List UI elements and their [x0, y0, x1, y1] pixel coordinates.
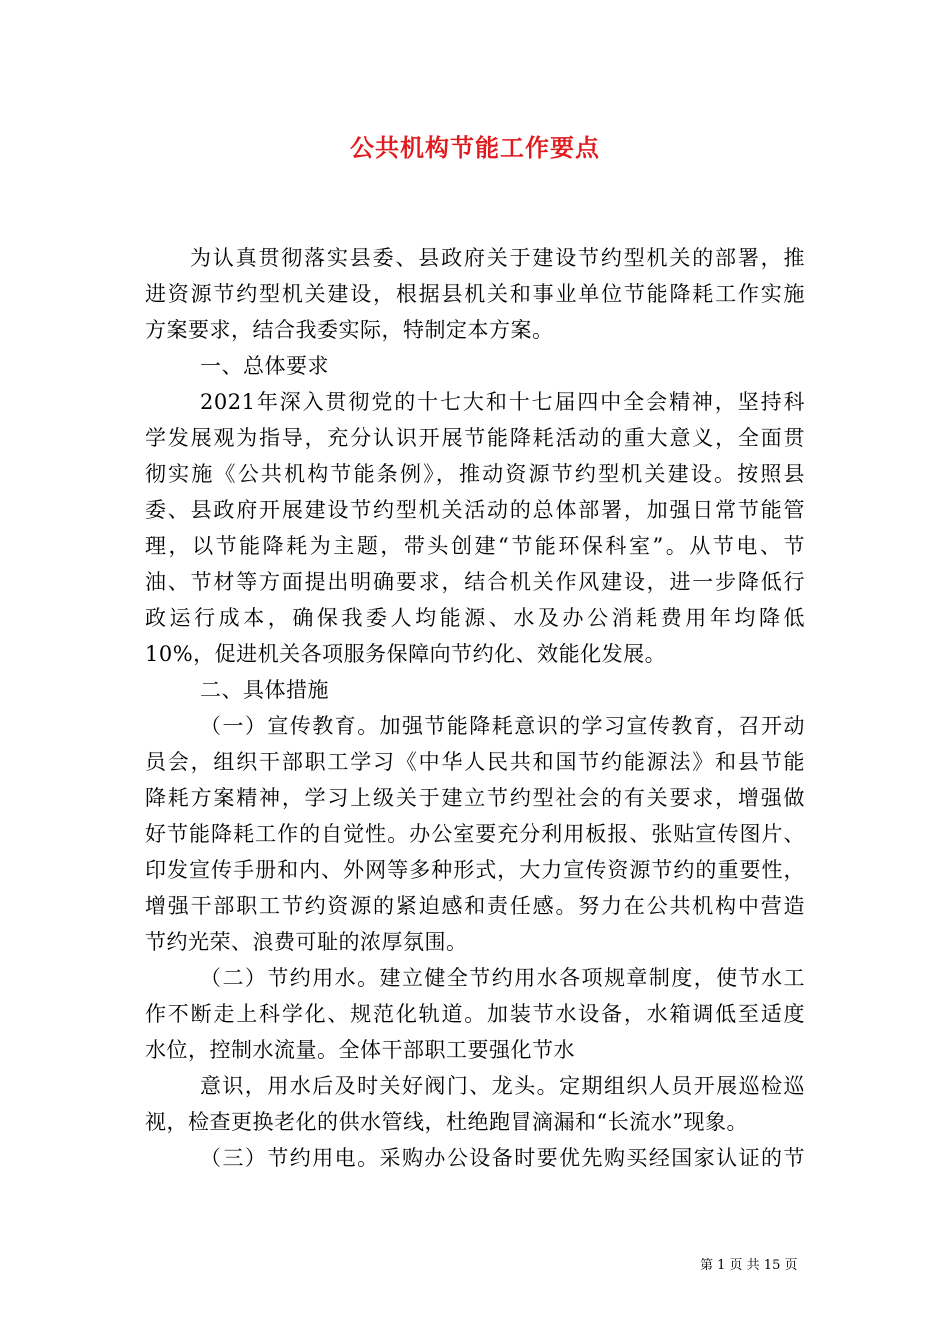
text-line: 油、节材等方面提出明确要求，结合机关作风建设，进一步降低行 — [145, 570, 805, 594]
text-line: 为认真贯彻落实县委、县政府关于建设节约型机关的部署，推 — [190, 246, 805, 270]
text-line: 彻实施《公共机构节能条例》，推动资源节约型机关建设。按照县 — [145, 462, 805, 486]
text-line: 降耗方案精神，学习上级关于建立节约型社会的有关要求，增强做 — [145, 786, 805, 810]
text-line: 水位，控制水流量。全体干部职工要强化节水 — [145, 1038, 575, 1062]
text-line: 印发宣传手册和内、外网等多种形式，大力宣传资源节约的重要性， — [145, 858, 805, 882]
text-line: 作不断走上科学化、规范化轨道。加装节水设备，水箱调低至适度 — [145, 1002, 805, 1026]
text-line: （一）宣传教育。加强节能降耗意识的学习宣传教育，召开动 — [200, 714, 805, 738]
text-line: 节约光荣、浪费可耻的浓厚氛围。 — [145, 930, 468, 954]
text-line: （三）节约用电。采购办公设备时要优先购买经国家认证的节 — [200, 1146, 805, 1170]
text-line: 增强干部职工节约资源的紧迫感和责任感。努力在公共机构中营造 — [145, 894, 805, 918]
text-line: （二）节约用水。建立健全节约用水各项规章制度，使节水工 — [200, 966, 805, 990]
text-line: 10%，促进机关各项服务保障向节约化、效能化发展。 — [145, 642, 667, 666]
text-line: 理，以节能降耗为主题，带头创建“节能环保科室”。从节电、节 — [145, 534, 805, 558]
text-line: 一、总体要求 — [200, 354, 329, 378]
text-line: 方案要求，结合我委实际，特制定本方案。 — [145, 318, 554, 342]
document-title: 公共机构节能工作要点 — [350, 133, 600, 162]
text-line: 意识，用水后及时关好阀门、龙头。定期组织人员开展巡检巡 — [200, 1074, 805, 1098]
text-line: 2021年深入贯彻党的十七大和十七届四中全会精神，坚持科 — [200, 390, 805, 414]
text-line: 委、县政府开展建设节约型机关活动的总体部署，加强日常节能管 — [145, 498, 805, 522]
text-line: 二、具体措施 — [200, 678, 329, 702]
text-line: 好节能降耗工作的自觉性。办公室要充分利用板报、张贴宣传图片、 — [145, 822, 805, 846]
text-line: 视，检查更换老化的供水管线，杜绝跑冒滴漏和“长流水”现象。 — [145, 1110, 748, 1134]
text-line: 进资源节约型机关建设，根据县机关和事业单位节能降耗工作实施 — [145, 282, 805, 306]
text-line: 学发展观为指导，充分认识开展节能降耗活动的重大意义，全面贯 — [145, 426, 805, 450]
page-number: 第 1 页 共 15 页 — [700, 1258, 798, 1273]
text-line: 政运行成本，确保我委人均能源、水及办公消耗费用年均降低 — [145, 606, 805, 630]
text-line: 员会，组织干部职工学习《中华人民共和国节约能源法》和县节能 — [145, 750, 805, 774]
